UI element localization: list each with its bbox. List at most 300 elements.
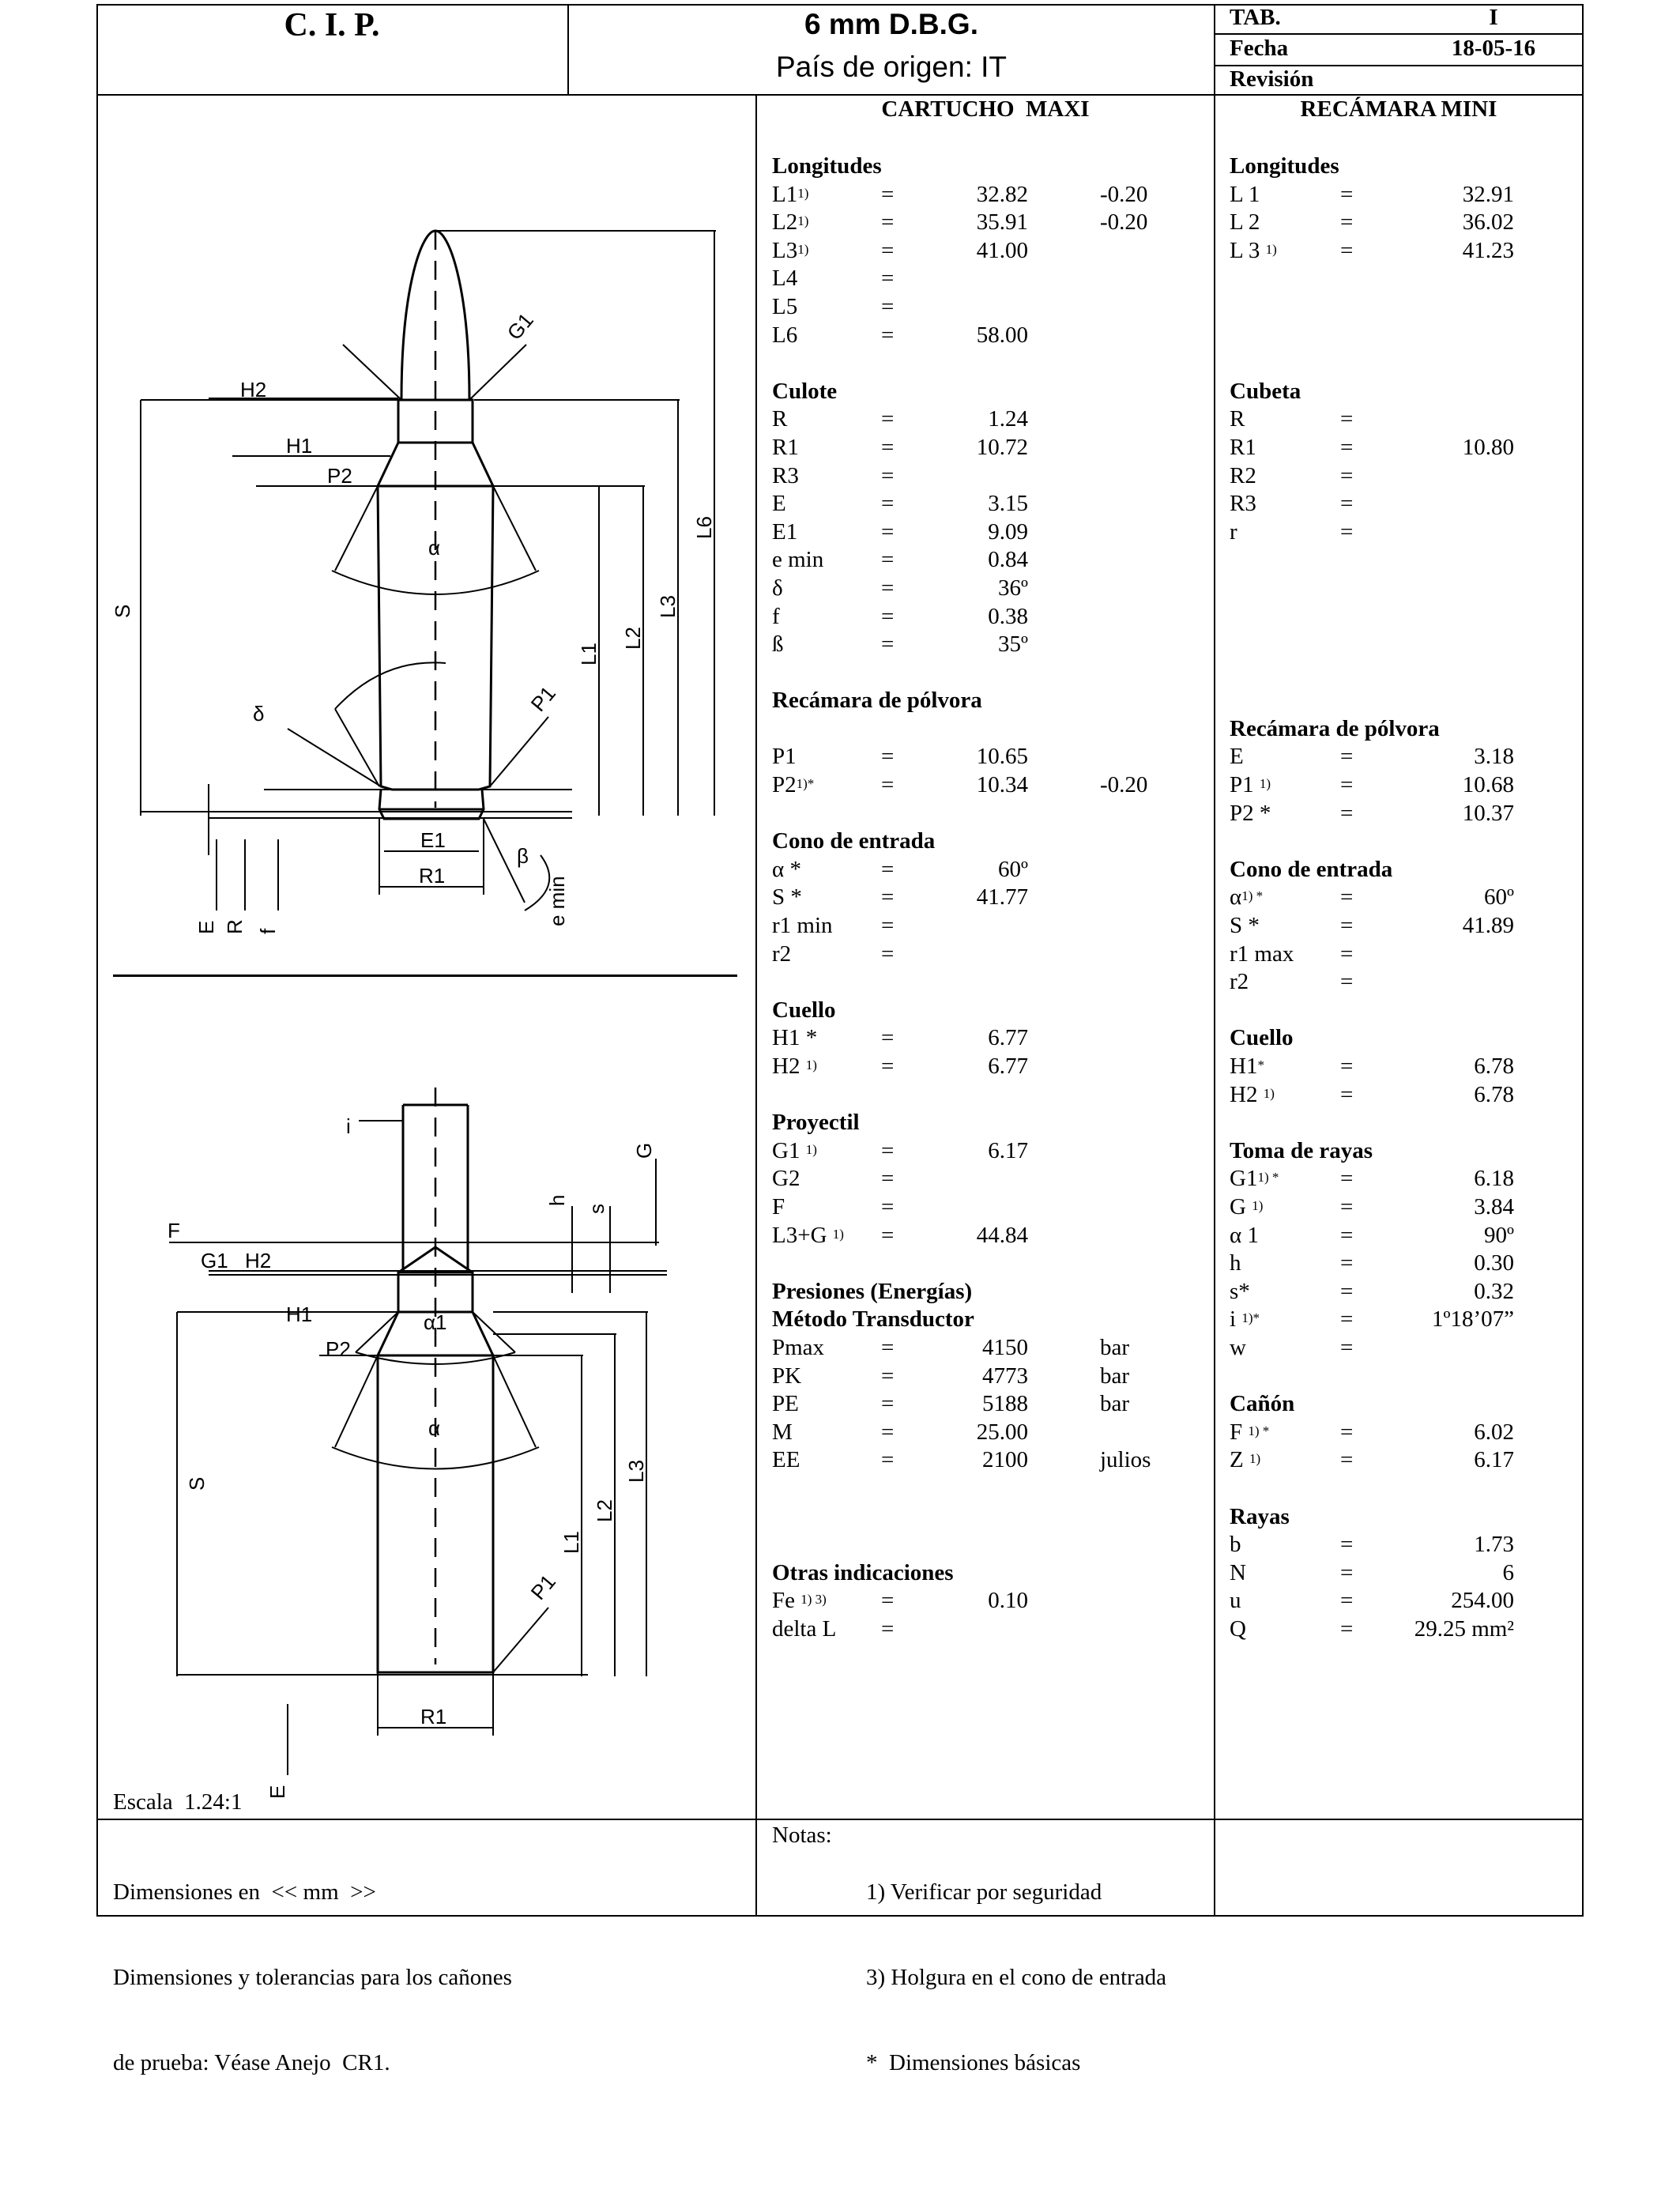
note-3: * Dimensiones básicas xyxy=(866,2050,1081,2075)
section-title: Cono de entrada xyxy=(1230,856,1393,882)
blank-line xyxy=(1230,659,1577,688)
dimension-name: $P2^{1)*}$ xyxy=(772,772,815,798)
blank-line xyxy=(772,1250,1215,1278)
label-R: R xyxy=(223,919,247,934)
equals-sign: = xyxy=(881,631,895,658)
section-title: Longitudes xyxy=(772,153,882,179)
maxi-column-title: CARTUCHO MAXI xyxy=(881,96,1090,122)
dimension-row xyxy=(772,1334,1215,1363)
dimension-name: f xyxy=(772,603,780,629)
dimension-row xyxy=(1230,462,1577,491)
label-G1: G1 xyxy=(201,1249,228,1272)
label-R1: R1 xyxy=(420,1705,447,1728)
blank-line xyxy=(1230,1475,1577,1503)
tab-label: TAB. xyxy=(1230,5,1281,30)
equals-sign: = xyxy=(881,266,895,292)
section-title: Cuello xyxy=(772,997,836,1023)
dimension-value: 6.02 xyxy=(1474,1419,1514,1445)
dimension-row xyxy=(1230,743,1577,771)
dimension-row xyxy=(772,546,1215,575)
label-L3: L3 xyxy=(624,1460,648,1483)
label-L1: L1 xyxy=(577,643,601,665)
equals-sign: = xyxy=(1340,1532,1354,1558)
section-title: Toma de rayas xyxy=(1230,1137,1373,1163)
dimension-name: L2$^{1)}$ xyxy=(772,209,809,236)
blank-line xyxy=(772,1081,1215,1110)
dimension-value: 36º xyxy=(998,575,1028,601)
dimension-row xyxy=(1230,800,1577,828)
dimension-value: 4773 xyxy=(982,1363,1028,1389)
equals-sign: = xyxy=(1340,1166,1354,1192)
dimension-name: α * xyxy=(772,856,801,882)
label-s: s xyxy=(585,1204,608,1214)
equals-sign: = xyxy=(881,1137,895,1163)
label-L1: L1 xyxy=(559,1531,583,1554)
dimension-row xyxy=(772,293,1215,322)
dimension-row xyxy=(772,265,1215,293)
dimension-row xyxy=(772,1165,1215,1193)
dimension-row xyxy=(772,1587,1215,1615)
dimension-value: 41.89 xyxy=(1462,913,1514,939)
dimension-name: E xyxy=(772,491,786,517)
dimension-row xyxy=(772,1137,1215,1166)
label-H2: H2 xyxy=(240,378,267,401)
dimension-row xyxy=(1230,1053,1577,1081)
dimension-row xyxy=(1230,518,1577,547)
equals-sign: = xyxy=(881,434,895,460)
dimension-name: M xyxy=(772,1419,793,1445)
equals-sign: = xyxy=(881,1334,895,1360)
dimension-row xyxy=(1230,1193,1577,1222)
notes-label: Notas: xyxy=(772,1823,832,1848)
label-E: E xyxy=(266,1785,289,1799)
label-e-min: e min xyxy=(545,876,569,926)
dimension-row xyxy=(772,405,1215,434)
blank-line xyxy=(1230,546,1577,575)
footer-line-2: Dimensiones y tolerancias para los cañones xyxy=(113,1965,512,1990)
mini-column-title: RECÁMARA MINI xyxy=(1300,96,1497,122)
dimension-value: 1.24 xyxy=(988,406,1028,432)
dimension-name: PE xyxy=(772,1391,799,1417)
dimension-name: w xyxy=(1230,1334,1246,1360)
dimension-row xyxy=(772,856,1215,884)
label-P1: P1 xyxy=(525,1570,561,1604)
dimension-value: 60º xyxy=(998,856,1028,882)
equals-sign: = xyxy=(1340,1419,1354,1445)
dimension-name: PK xyxy=(772,1363,802,1389)
dimension-row xyxy=(772,884,1215,912)
equals-sign: = xyxy=(1340,518,1354,545)
label-G: G xyxy=(632,1142,656,1159)
section-title: Culote xyxy=(772,378,838,404)
dimension-footnote: 1) xyxy=(1252,1197,1264,1213)
dimension-name: G2 xyxy=(772,1166,800,1192)
dimension-name: r1 max xyxy=(1230,941,1294,967)
dimension-name: r1 min xyxy=(772,913,833,939)
equals-sign: = xyxy=(881,322,895,348)
dimension-footnote: 1) xyxy=(832,1226,844,1242)
dimension-footnote: 1) xyxy=(1263,1085,1275,1101)
dimension-row xyxy=(1230,1615,1577,1644)
origin-title: País de origen: IT xyxy=(775,51,1008,83)
dimension-value: 41.23 xyxy=(1462,237,1514,263)
blank-line xyxy=(1230,322,1577,350)
footer-line-3: de prueba: Véase Anejo CR1. xyxy=(113,2050,390,2075)
dimension-value: 6.78 xyxy=(1474,1081,1514,1107)
dimension-value: 36.02 xyxy=(1462,209,1514,236)
equals-sign: = xyxy=(881,1447,895,1473)
equals-sign: = xyxy=(1340,941,1354,967)
dimension-value: 254.00 xyxy=(1451,1588,1514,1614)
equals-sign: = xyxy=(881,491,895,517)
dimension-row xyxy=(1230,1278,1577,1306)
blank-line xyxy=(772,659,1215,688)
dimension-row xyxy=(1230,1334,1577,1363)
section-title: Longitudes xyxy=(1230,153,1339,179)
dimension-row xyxy=(1230,912,1577,941)
label-R1: R1 xyxy=(419,864,446,888)
blank-line xyxy=(1230,997,1577,1025)
dimension-value: 10.68 xyxy=(1462,772,1514,798)
footer-line-1: Dimensiones en << mm >> xyxy=(113,1879,376,1905)
dimension-name: H1* xyxy=(1230,1054,1264,1079)
dimension-value: 0.38 xyxy=(988,603,1028,629)
label-alpha: α xyxy=(428,1416,441,1440)
dimension-row xyxy=(1230,1419,1577,1447)
equals-sign: = xyxy=(881,1166,895,1192)
dimension-row xyxy=(772,1419,1215,1447)
blank-line xyxy=(1230,575,1577,603)
label-H1: H1 xyxy=(286,434,313,458)
dimension-value: 0.10 xyxy=(988,1588,1028,1614)
dimension-value: 3.18 xyxy=(1474,744,1514,770)
dimension-row xyxy=(1230,237,1577,266)
dimension-row xyxy=(1230,941,1577,969)
equals-sign: = xyxy=(1340,1193,1354,1220)
dimension-footnote: 1) xyxy=(1249,1451,1261,1467)
dimension-tolerance: -0.20 xyxy=(1100,181,1148,207)
dimension-value: 0.30 xyxy=(1474,1250,1514,1276)
dimension-value: 6.17 xyxy=(1474,1447,1514,1473)
equals-sign: = xyxy=(1340,462,1354,488)
dimension-name: G $^{1)}$ xyxy=(1230,1193,1264,1220)
section-title: Rayas xyxy=(1230,1503,1290,1529)
dimension-row xyxy=(772,941,1215,969)
dimension-footnote: 1) xyxy=(805,1057,817,1072)
bullet-ogive xyxy=(401,231,469,400)
section-title: Recámara de pólvora xyxy=(1230,715,1440,741)
equals-sign: = xyxy=(881,518,895,545)
cartridge-title: 6 mm D.B.G. xyxy=(804,8,978,40)
dimension-value: 90º xyxy=(1484,1222,1514,1248)
dimension-row xyxy=(1230,1081,1577,1110)
equals-sign: = xyxy=(881,293,895,319)
fecha-value: 18-05-16 xyxy=(1451,36,1536,61)
dimension-value: 41.77 xyxy=(976,884,1028,910)
dimension-value: 10.37 xyxy=(1462,800,1514,826)
equals-sign: = xyxy=(881,603,895,629)
dimension-name: L 1 xyxy=(1230,181,1260,207)
dimension-name: R1 xyxy=(1230,434,1256,460)
equals-sign: = xyxy=(1340,209,1354,236)
blank-line xyxy=(772,1503,1215,1532)
dimension-name: H2 $^{1)}$ xyxy=(1230,1081,1275,1107)
equals-sign: = xyxy=(881,1615,895,1642)
dimension-tolerance: bar xyxy=(1100,1363,1130,1389)
label-alpha1: α1 xyxy=(424,1310,447,1334)
dimension-row xyxy=(772,462,1215,491)
dimension-row xyxy=(772,743,1215,771)
equals-sign: = xyxy=(1340,1278,1354,1304)
header-hline-tab xyxy=(1214,33,1582,35)
dimension-value: 25.00 xyxy=(976,1419,1028,1445)
footer-divider xyxy=(96,1819,1582,1820)
equals-sign: = xyxy=(881,744,895,770)
dimension-row xyxy=(772,603,1215,631)
dimension-name: R2 xyxy=(1230,462,1256,488)
section-title: Presiones (Energías) xyxy=(772,1278,973,1304)
equals-sign: = xyxy=(881,884,895,910)
dimension-row xyxy=(772,631,1215,659)
dimension-value: 10.72 xyxy=(976,434,1028,460)
dimension-tolerance: julios xyxy=(1100,1447,1151,1473)
dimension-name: N xyxy=(1230,1559,1246,1585)
dimension-row xyxy=(1230,181,1577,209)
equals-sign: = xyxy=(881,1588,895,1614)
equals-sign: = xyxy=(881,1054,895,1079)
dimension-row xyxy=(1230,968,1577,997)
dimension-value: 44.84 xyxy=(976,1222,1028,1248)
equals-sign: = xyxy=(881,237,895,263)
equals-sign: = xyxy=(881,181,895,207)
blank-line xyxy=(1230,293,1577,322)
dimension-name: $\alpha^{1) *}$ xyxy=(1230,884,1264,910)
fecha-label: Fecha xyxy=(1230,36,1289,61)
note-2: 3) Holgura en el cono de entrada xyxy=(866,1965,1167,1990)
dimension-name: S * xyxy=(1230,913,1260,939)
dimension-name: L3$^{1)}$ xyxy=(772,237,809,263)
dimension-name: r2 xyxy=(1230,969,1249,995)
maxi-dimensions xyxy=(772,153,1215,1643)
equals-sign: = xyxy=(881,1391,895,1417)
dimension-name: F xyxy=(772,1193,785,1220)
dimension-value: 35.91 xyxy=(976,209,1028,236)
dimension-tolerance: -0.20 xyxy=(1100,209,1148,236)
blank-line xyxy=(1230,687,1577,715)
dimension-row xyxy=(1230,1531,1577,1559)
dimension-tolerance: bar xyxy=(1100,1391,1130,1417)
dimension-value: 1º18’07” xyxy=(1431,1306,1514,1333)
dimension-footnote: 1)* xyxy=(1241,1310,1260,1326)
equals-sign: = xyxy=(881,1222,895,1248)
dimension-row xyxy=(1230,434,1577,462)
dimension-row xyxy=(772,322,1215,350)
dimension-row xyxy=(1230,1587,1577,1615)
dimension-value: 3.84 xyxy=(1474,1193,1514,1220)
dimension-tolerance: -0.20 xyxy=(1100,772,1148,798)
equals-sign: = xyxy=(881,913,895,939)
equals-sign: = xyxy=(1340,434,1354,460)
dimension-value: 6.78 xyxy=(1474,1054,1514,1079)
label-S: S xyxy=(111,604,134,618)
label-H2: H2 xyxy=(245,1249,272,1272)
dimension-value: 9.09 xyxy=(988,518,1028,545)
equals-sign: = xyxy=(1340,1222,1354,1248)
dimension-row xyxy=(772,771,1215,800)
dimension-value: 41.00 xyxy=(976,237,1028,263)
dimension-row xyxy=(1230,490,1577,518)
blank-line xyxy=(1230,631,1577,659)
label-P2: P2 xyxy=(327,464,352,488)
org-title: C. I. P. xyxy=(284,7,380,43)
blank-line xyxy=(1230,1363,1577,1391)
dimension-value: 4150 xyxy=(982,1334,1028,1360)
equals-sign: = xyxy=(881,941,895,967)
dimension-footnote: 1) * xyxy=(1257,1170,1279,1186)
dimension-row xyxy=(772,1446,1215,1475)
dimension-row xyxy=(772,575,1215,603)
dimension-value: 5188 xyxy=(982,1391,1028,1417)
dimension-value: 6.17 xyxy=(988,1137,1028,1163)
label-L2: L2 xyxy=(621,627,645,650)
dimension-name: r2 xyxy=(772,941,792,967)
dimension-name: R1 xyxy=(772,434,799,460)
section-title: Otras indicaciones xyxy=(772,1559,954,1585)
chamber-drawing-bottom xyxy=(98,977,754,1815)
dimension-name: h xyxy=(1230,1250,1241,1276)
dimension-value: 6 xyxy=(1502,1559,1514,1585)
dimension-name: Z $^{1)}$ xyxy=(1230,1447,1261,1473)
header-divider xyxy=(96,94,1582,96)
dimension-value: 0.32 xyxy=(1474,1278,1514,1304)
dimension-value: 32.91 xyxy=(1462,181,1514,207)
dimension-name: P1 xyxy=(772,744,797,770)
label-f: f xyxy=(256,928,280,934)
equals-sign: = xyxy=(881,209,895,236)
dimension-name: L4 xyxy=(772,266,798,292)
dimension-row xyxy=(1230,405,1577,434)
dimension-name: R3 xyxy=(772,462,799,488)
cartridge-base xyxy=(379,790,484,819)
dimension-name: L5 xyxy=(772,293,798,319)
dimension-row xyxy=(1230,209,1577,237)
equals-sign: = xyxy=(1340,237,1354,263)
dimension-value: 58.00 xyxy=(976,322,1028,348)
equals-sign: = xyxy=(1340,1447,1354,1473)
dimension-value: 3.15 xyxy=(988,491,1028,517)
dimension-name: e min xyxy=(772,547,824,573)
dimension-name: E xyxy=(1230,744,1244,770)
equals-sign: = xyxy=(1340,406,1354,432)
label-H1: H1 xyxy=(286,1302,313,1326)
dimension-name: L 3 $^{1)}$ xyxy=(1230,237,1277,263)
dimension-value: 10.34 xyxy=(976,772,1028,798)
dimension-row xyxy=(772,1363,1215,1391)
dimension-name: H1 * xyxy=(772,1025,818,1051)
dimension-row xyxy=(1230,1559,1577,1588)
dimension-footnote: 1) xyxy=(797,185,809,201)
dimension-row xyxy=(772,181,1215,209)
equals-sign: = xyxy=(1340,772,1354,798)
dimension-name: R3 xyxy=(1230,491,1256,517)
dimension-name: H2 $^{1)}$ xyxy=(772,1054,817,1079)
dimension-footnote: 1) xyxy=(797,241,809,257)
label-alpha: α xyxy=(428,536,441,560)
blank-line xyxy=(772,1475,1215,1503)
dimension-row xyxy=(772,912,1215,941)
equals-sign: = xyxy=(1340,181,1354,207)
dimension-row xyxy=(1230,884,1577,912)
dimension-footnote: 1) xyxy=(805,1141,817,1157)
dimension-value: 10.65 xyxy=(976,744,1028,770)
dimension-name: Pmax xyxy=(772,1334,825,1360)
label-delta: δ xyxy=(253,702,265,726)
dimension-row xyxy=(772,1390,1215,1419)
dimension-name: EE xyxy=(772,1447,800,1473)
notes-list xyxy=(866,1821,1166,2105)
equals-sign: = xyxy=(1340,1306,1354,1333)
label-E: E xyxy=(194,920,218,934)
dimension-name: R xyxy=(1230,406,1245,432)
equals-sign: = xyxy=(1340,913,1354,939)
equals-sign: = xyxy=(1340,1054,1354,1079)
frame-right xyxy=(1582,4,1584,1917)
blank-line xyxy=(1230,827,1577,856)
label-G1: G1 xyxy=(502,308,538,345)
blank-line xyxy=(772,715,1215,744)
blank-line xyxy=(772,800,1215,828)
dimension-row xyxy=(1230,1446,1577,1475)
dimension-name: b xyxy=(1230,1532,1241,1558)
equals-sign: = xyxy=(881,547,895,573)
dimension-row xyxy=(772,518,1215,547)
dimension-name: L 2 xyxy=(1230,209,1260,236)
dimension-name: $G1^{1) *}$ xyxy=(1230,1166,1279,1192)
dimension-value: 60º xyxy=(1484,884,1514,910)
dimension-footnote: 1) xyxy=(797,213,809,229)
equals-sign: = xyxy=(1340,884,1354,910)
section-subtitle: Método Transductor xyxy=(772,1306,974,1333)
label-i: i xyxy=(346,1114,351,1138)
label-L2: L2 xyxy=(593,1499,616,1522)
dimension-row xyxy=(772,1222,1215,1250)
equals-sign: = xyxy=(1340,491,1354,517)
dimension-name: S * xyxy=(772,884,802,910)
dimension-value: 35º xyxy=(998,631,1028,658)
label-L3: L3 xyxy=(656,595,680,618)
dimension-row xyxy=(772,1193,1215,1222)
dimension-row xyxy=(772,434,1215,462)
dimension-name: E1 xyxy=(772,518,798,545)
blank-line xyxy=(772,349,1215,378)
label-S: S xyxy=(185,1476,209,1491)
section-title: Recámara de pólvora xyxy=(772,688,982,714)
dimension-name: L1$^{1)}$ xyxy=(772,181,809,207)
equals-sign: = xyxy=(1340,1615,1354,1642)
equals-sign: = xyxy=(1340,1588,1354,1614)
equals-sign: = xyxy=(881,462,895,488)
blank-line xyxy=(772,968,1215,997)
dimension-value: 2100 xyxy=(982,1447,1028,1473)
equals-sign: = xyxy=(881,1193,895,1220)
scale-text: Escala 1.24:1 xyxy=(113,1789,243,1815)
dimension-name: P1 $^{1)}$ xyxy=(1230,772,1271,798)
dimension-row xyxy=(772,490,1215,518)
dimension-value: 10.80 xyxy=(1462,434,1514,460)
tab-value: I xyxy=(1489,5,1498,30)
section-title: Cuello xyxy=(1230,1025,1294,1051)
equals-sign: = xyxy=(881,1025,895,1051)
